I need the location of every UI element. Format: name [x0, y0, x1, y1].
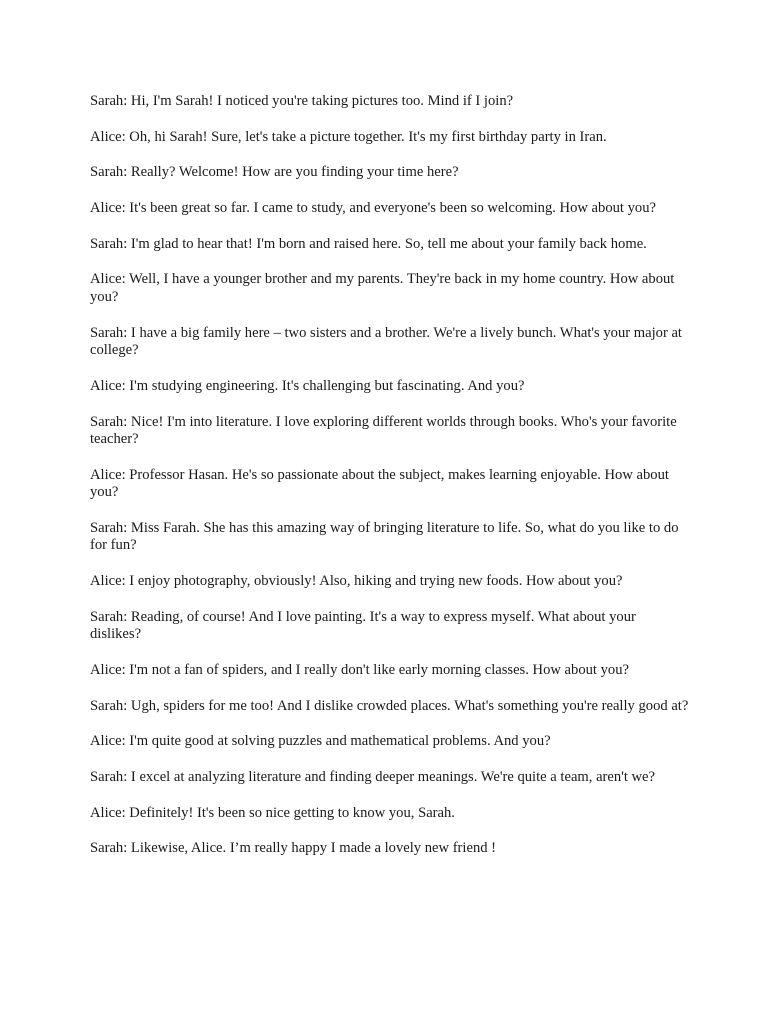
- dialogue-line: Alice: Oh, hi Sarah! Sure, let's take a picture together. It's my first birthday party in Iran.: [90, 128, 607, 145]
- dialogue-line: Sarah: Really? Welcome! How are you finding your time here?: [90, 164, 459, 181]
- dialogue-line: Sarah: I excel at analyzing literature and finding deeper meanings. We're quite a team, aren't we?: [90, 769, 656, 785]
- dialogue-text: [90, 93, 690, 876]
- dialogue-line: Sarah: Reading, of course! And I love painting. It's a way to express myself. What about your dislikes?: [90, 608, 636, 643]
- dialogue-line: Sarah: Ugh, spiders for me too! And I dislike crowded places. What's something you're really good at?: [90, 697, 689, 714]
- dialogue-line: Alice: Well, I have a younger brother and my parents. They're back in my home country. How about you?: [90, 271, 675, 305]
- dialogue-line: Sarah: I'm glad to hear that! I'm born and raised here. So, tell me about your family back home.: [90, 235, 647, 252]
- dialogue-line: Sarah: Hi, I'm Sarah! I noticed you're taking pictures too. Mind if I join?: [90, 93, 514, 109]
- dialogue-line: Alice: I enjoy photography, obviously! Also, hiking and trying new foods. How about you?: [90, 573, 623, 590]
- dialogue-line: Sarah: Nice! I'm into literature. I love exploring different worlds through books. Who's your favorite teacher?: [90, 413, 677, 447]
- dialogue-line: Alice: It's been great so far. I came to study, and everyone's been so welcoming. How about you?: [90, 200, 656, 217]
- dialogue-line: Sarah: Miss Farah. She has this amazing way of bringing literature to life. So, what do you like to do for fun?: [90, 519, 679, 554]
- dialogue-line: Alice: I'm studying engineering. It's challenging but fascinating. And you?: [90, 377, 525, 394]
- dialogue-line: Alice: Definitely! It's been so nice getting to know you, Sarah.: [90, 804, 455, 821]
- dialogue-line: Alice: Professor Hasan. He's so passionate about the subject, makes learning enjoyable. How about you?: [90, 466, 669, 501]
- dialogue-line: Sarah: I have a big family here – two sisters and a brother. We're a lively bunch. What's your major at college?: [90, 324, 682, 359]
- dialogue-line: Alice: I'm not a fan of spiders, and I really don't like early morning classes. How about you?: [90, 661, 629, 678]
- dialogue-line: Sarah: Likewise, Alice. I’m really happy I made a lovely new friend !: [90, 840, 497, 857]
- dialogue-line: Alice: I'm quite good at solving puzzles and mathematical problems. And you?: [90, 733, 551, 750]
